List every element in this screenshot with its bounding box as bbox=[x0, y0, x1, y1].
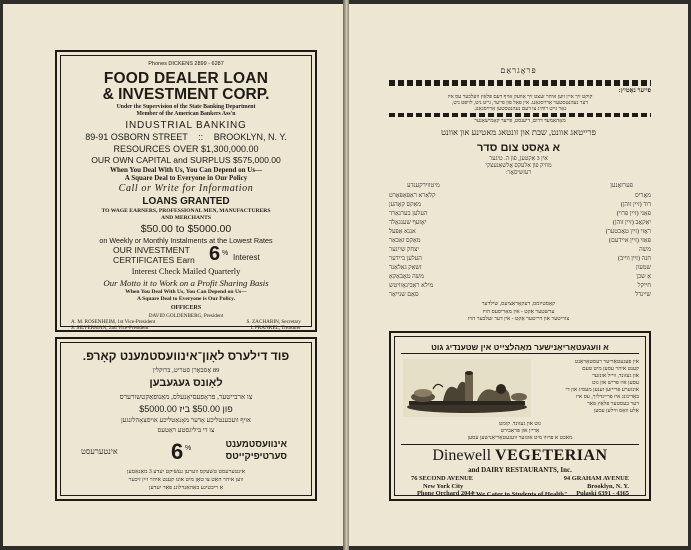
invest-line-1: OUR INVESTMENT bbox=[113, 245, 190, 255]
square-deal: A Square Deal to Everyone in Our Policy bbox=[124, 174, 248, 182]
officers-heading: OFFICERS bbox=[170, 305, 202, 311]
ad-y-line-7: דער בעסטער פּלאַץ פאַר bbox=[587, 401, 639, 407]
cast-row bbox=[389, 291, 651, 300]
phones: Phones DICKENS 2899 - 6287 bbox=[148, 61, 224, 67]
motto: Our Motto it to Work on a Profit Sharing Basis bbox=[103, 278, 269, 288]
cast-header bbox=[407, 182, 633, 191]
ad-y-line-9: גוט און געזונד. קומט bbox=[498, 421, 542, 427]
yiddish-pay: אויף וועכענטליכע אָדער מאָנאַטליכע אויסצאָהלונגען bbox=[121, 417, 251, 424]
officer-treasurer: I. FRANKEL, Treasurer bbox=[250, 325, 301, 331]
cast-actor: יאָזעף שענגאָלד bbox=[389, 219, 427, 226]
cast-role: יאַקאָב (זיין זוהן) bbox=[612, 219, 651, 226]
dinewell-name bbox=[395, 447, 645, 465]
instalments: on Weekly or Monthly Instalments at the Lowest Rates bbox=[99, 236, 273, 245]
mid-rule bbox=[401, 444, 639, 445]
interest-word: Interest bbox=[233, 253, 260, 262]
yiddish-small-2: ווען איהר האָט צו טאָן מיט אונז קענט איהר זיין זיכער bbox=[128, 477, 244, 483]
cast-list bbox=[389, 182, 651, 302]
cast-actor: מאַקס זאַכאַר bbox=[389, 237, 421, 244]
yiddish-invest-a: אינוועסטמענט bbox=[225, 439, 287, 450]
cast-actor: יצחק שיינער bbox=[389, 246, 420, 253]
ad-y-line-8: אַלע וואָס ווילען עסען bbox=[593, 408, 639, 414]
yiddish-rates: צו די ביליגסטע ראַטעס bbox=[157, 427, 215, 434]
cast-row bbox=[389, 219, 651, 228]
address-sep: :: bbox=[198, 132, 204, 142]
call-write: Call or Write for Information bbox=[118, 183, 254, 194]
loc1-city: New York City bbox=[423, 482, 464, 490]
music-credit: מוזיק פון אלעקס אָלשאַנעצקי bbox=[485, 163, 552, 169]
cast-actor: זשאַק גאַלאַנד bbox=[389, 264, 422, 271]
cast-actor: אננא אַפּעל bbox=[389, 228, 416, 235]
notice-title: פייער נאָטיץ: bbox=[618, 87, 651, 94]
notice-line-1: קוקט זיך איין ווען איהר זעצט זיך אַוועק אויף דעם פּלאַץ וועלכער עס איז bbox=[447, 94, 593, 100]
cast-row bbox=[389, 282, 651, 291]
acts-info: אין 3 אַקטען, פון ה. טיגער bbox=[489, 156, 548, 162]
yiddish-small-1: אינטערעסט טשעקס ווערען געשיקט יעדע 3 מאָנאַטען bbox=[126, 469, 246, 475]
cast-role: פּאַזי (זיין איידעם) bbox=[608, 237, 651, 244]
cast-role: ראָזי (זיין טאָכטער) bbox=[605, 228, 651, 235]
dinewell-yiddish-title: א וועגעטאַריאַנישער מאַהלצייט אין שטענדיג גוט bbox=[431, 342, 609, 352]
cast-role: דוד (זיין זוהן) bbox=[620, 201, 651, 208]
loan-ad-frame bbox=[55, 50, 317, 332]
notice-top-ornament bbox=[389, 80, 651, 86]
square-deal-2: A Square Deal to Everyone is Our Policy. bbox=[137, 296, 235, 302]
cast-row bbox=[389, 264, 651, 273]
cast-row bbox=[389, 246, 651, 255]
officer-vp1: A. M. ROSENHEIM, 1st Vice-President bbox=[71, 319, 156, 325]
loc2-city: Brooklyn, N. Y. bbox=[587, 482, 629, 490]
when-deal-2: When You Deal With Us, You Can Depend on Us— bbox=[125, 289, 247, 295]
food-illustration-icon bbox=[403, 359, 531, 417]
notice-line-4: מאָהאַמעד דרום, דיענסט, פייער קאָמישאָנער bbox=[474, 118, 566, 124]
cast-row bbox=[389, 273, 651, 282]
loan-amount: $50.00 to $5000.00 bbox=[140, 223, 232, 235]
merchants: AND MERCHANTS bbox=[161, 215, 211, 221]
when-deal: When You Deal With Us, You Can Depend on Us— bbox=[109, 166, 263, 174]
cast-header-role: פערזאָנען bbox=[610, 182, 633, 189]
loc2-address: 94 GRAHAM AVENUE bbox=[563, 475, 629, 482]
interest-check: Interest Check Mailed Quarterly bbox=[131, 267, 241, 276]
dinewell-subtitle: and DAIRY RESTAURANTS, Inc. bbox=[468, 466, 572, 474]
loc1-phone: Phone Orchard 2044 bbox=[417, 490, 474, 498]
play-title: א גאַסט צום סדר bbox=[476, 142, 561, 154]
ad-y-line-10: אַריין און פּראָבירט bbox=[500, 428, 540, 434]
cast-role: מאָריס bbox=[635, 192, 651, 199]
notice-line-3: נאָר גייט רוהיג צו דעם נעהנטסטען אַרויסגאַנג. bbox=[473, 106, 567, 112]
corp-title-2: & INVESTMENT CORP. bbox=[102, 86, 270, 103]
vegeterian-word: VEGETERIAN bbox=[495, 447, 608, 464]
ad-y-line-3: און געזונד, ווייל אונזער bbox=[592, 373, 639, 379]
dinewell-yiddish-copy bbox=[535, 359, 639, 419]
right-page bbox=[349, 4, 688, 546]
cast-role: שמעון bbox=[636, 264, 651, 271]
cast-role: פאַני (זיין פרוי) bbox=[616, 210, 651, 217]
cast-role: אַ שכן bbox=[636, 273, 651, 280]
cast-header-actor: מיטווירקענדע bbox=[407, 182, 440, 189]
cast-row bbox=[389, 201, 651, 210]
corp-address bbox=[61, 132, 311, 142]
cast-actor: סאַם שנייאַר bbox=[389, 291, 419, 298]
certificates-block bbox=[113, 245, 273, 265]
invest-line-2: CERTIFICATES Earn bbox=[113, 255, 195, 265]
six-numeral: 6 bbox=[209, 243, 221, 265]
cast-row bbox=[389, 192, 651, 201]
officer-secretary: S. ZACHARIN, Secretary bbox=[246, 319, 301, 325]
footnote-2: ערשטער אַקט - אין מאָריסעס הויז bbox=[482, 309, 555, 315]
member: Member of the American Bankers Ass'n bbox=[136, 111, 236, 117]
officer-president: DAVID GOLDENBERG, President bbox=[148, 313, 224, 319]
cast-role: חייקל bbox=[637, 282, 651, 289]
officer-vp2: S. SILVERMAN, 2nd Vice-President bbox=[71, 325, 149, 331]
week-schedule: פרייטאג אוונט, שבת און זונטאג מאטינע און אוונט bbox=[440, 128, 597, 137]
supervision: Under the Supervision of the State Banking Department bbox=[116, 104, 256, 110]
yiddish-invest-b: סערטיפיקייטס bbox=[225, 451, 287, 462]
loc2-phone: Pulaski 6391 - 4365 bbox=[576, 490, 629, 498]
cast-role: חנה (זיין ווייב) bbox=[618, 255, 651, 262]
yiddish-loan-headline: פוד דילערס לאָון־אינוועסטמענט קאָרפּ. bbox=[82, 349, 290, 363]
cast-actor: העלען ביידער bbox=[389, 255, 422, 262]
yiddish-interest: אינטערעסט bbox=[81, 447, 118, 456]
cast-role: שיינדל bbox=[635, 291, 651, 298]
percent-sign: % bbox=[222, 250, 229, 257]
industrial-banking: INDUSTRIAL BANKING bbox=[125, 120, 247, 131]
cast-row bbox=[389, 210, 651, 219]
dinewell-word: Dinewell bbox=[432, 447, 492, 464]
yiddish-pct: % bbox=[185, 445, 192, 452]
cast-row bbox=[389, 228, 651, 237]
loc1-address: 76 SECOND AVENUE bbox=[411, 475, 474, 482]
ad-y-line-1: אין פעגעטאַריער רעסטאָראַנט bbox=[574, 359, 639, 365]
running-head: פּראָגראַם bbox=[500, 66, 537, 75]
cast-actor: קלאַרא ראַפּאַפּאָרט bbox=[389, 192, 436, 199]
corp-title-1: FOOD DEALER LOAN bbox=[103, 70, 269, 87]
yiddish-address: 89 אָסבאָרן סטריט, ברוקלין bbox=[152, 367, 220, 374]
yiddish-loans: לאָונס געגעבען bbox=[149, 377, 223, 389]
cast-role: משה bbox=[639, 246, 651, 253]
wage-earners: TO WAGE EARNERS, PROFESSIONAL MEN, MANUFACTURERS bbox=[101, 208, 271, 214]
cast-actor: העלען בערנאַרד bbox=[389, 210, 428, 217]
notice-bottom-ornament bbox=[389, 113, 651, 117]
yiddish-amount: פון $50.00 ביז $5000.00 bbox=[139, 404, 233, 414]
footnote-3: צווייטער און דריטער אַקט - אין דער זעלבער הויז bbox=[467, 316, 570, 322]
ad-y-line-2: קענט איהר עסען מיט טעם bbox=[582, 366, 639, 372]
yiddish-loan-ad-frame bbox=[55, 337, 317, 501]
fire-notice bbox=[389, 80, 651, 124]
dinewell-ad-frame bbox=[389, 331, 651, 501]
yiddish-invest-block bbox=[71, 439, 301, 465]
loans-granted: LOANS GRANTED bbox=[142, 196, 230, 207]
ad-y-line-5: אונזערע פּרייזען זענען מעסיג און די bbox=[565, 387, 639, 393]
ad-y-line-6: באַדינונג איז פריינדליך, עס איז bbox=[575, 394, 639, 400]
cast-actor: משה טאָבאַקאָ bbox=[389, 273, 424, 280]
yiddish-six: 6 bbox=[171, 439, 184, 464]
ad-y-line-12: מאכט א פּרוּוו מיט אונזער וועגעטאַריאַנישען עסען bbox=[467, 435, 573, 441]
officer-row-3 bbox=[71, 325, 301, 331]
resources: RESOURCES OVER $1,300,000.00 bbox=[113, 144, 259, 154]
director-label: רעזשיסאָר: bbox=[505, 170, 532, 176]
cast-actor: מילא ראַבינאָוויטש bbox=[389, 282, 434, 289]
ad-y-line-4: עסען איז פריש און גוט bbox=[592, 380, 639, 386]
title-rule bbox=[401, 353, 639, 354]
address-city: BROOKLYN, N. Y. bbox=[213, 132, 287, 142]
address-street: 89-91 OSBORN STREET bbox=[85, 132, 188, 142]
dinewell-slogan: "We Cater to Students of Health" bbox=[472, 491, 568, 498]
footnote-1: קאָסטיומס, דעקאָראַציעס, שילדער bbox=[481, 301, 556, 307]
cast-actor: מאַקס קאָהען bbox=[389, 201, 421, 208]
left-page bbox=[3, 4, 343, 546]
yiddish-small-3: אַ ריכטיגע באַהאַנדלונג פאַר יעדען bbox=[148, 485, 224, 491]
notice-line-2: דער נעהנטסטער אַרויסגאַנג. אין פאַל פון פייער, גייט ניט, לויפט ניט, bbox=[451, 100, 588, 106]
capital: OUR OWN CAPITAL and SURPLUS $575,000.00 bbox=[91, 155, 281, 165]
yiddish-to: צו ארבייטער, פראָפעסיאָנעלס, מאַנופאַקטשורערס bbox=[119, 393, 253, 401]
cast-row bbox=[389, 255, 651, 264]
cast-row bbox=[389, 237, 651, 246]
